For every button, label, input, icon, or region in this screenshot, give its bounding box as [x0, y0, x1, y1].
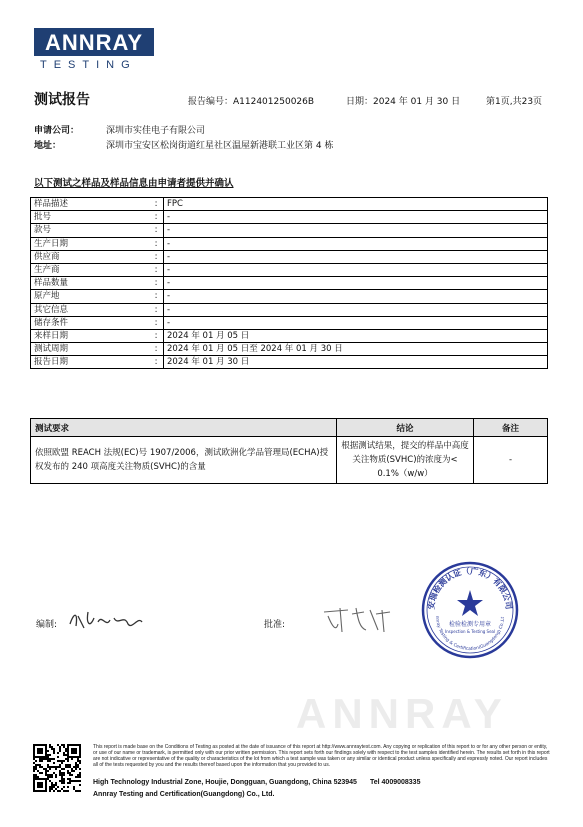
field-separator: : [149, 224, 164, 237]
table-row [31, 329, 548, 342]
sample-info-table [30, 197, 548, 369]
field-separator: : [149, 329, 164, 342]
field-separator: : [149, 316, 164, 329]
footer-company: Annray Testing and Certification(Guangdong) Co., Ltd. [93, 791, 275, 798]
field-value: FPC [164, 198, 548, 211]
svg-text:检验检测专用章: 检验检测专用章 [448, 621, 492, 628]
field-value: 2024 年 01 月 30 日 [164, 356, 548, 369]
field-separator: : [149, 250, 164, 263]
field-separator: : [149, 343, 164, 356]
brand-logo-subtitle: TESTING [40, 59, 137, 71]
page-indicator: 第1页,共23页 [486, 97, 543, 107]
report-title: 测试报告 [34, 92, 90, 108]
header-conclusion: 结论 [337, 419, 474, 437]
table-row [31, 224, 548, 237]
field-separator: : [149, 356, 164, 369]
svg-text:Annray Testing & Certification: nnray Testing & Certification(Guangdong) Co.,Lt [433, 615, 506, 653]
field-value: - [164, 263, 548, 276]
field-label: 其它信息 [31, 303, 150, 316]
field-label: 供应商 [31, 250, 150, 263]
field-label: 样品数量 [31, 277, 150, 290]
field-value: - [164, 224, 548, 237]
table-row [31, 290, 548, 303]
table-row [31, 343, 548, 356]
conclusion-text: 根据测试结果，提交的样品中高度关注物质(SVHC)的浓度为< 0.1%（w/w） [337, 437, 474, 484]
field-label: 原产地 [31, 290, 150, 303]
qr-code [33, 744, 81, 792]
company-seal [420, 560, 520, 660]
table-row [31, 303, 548, 316]
field-label: 款号 [31, 224, 150, 237]
report-number: 报告编号：A112401250026B [188, 97, 315, 107]
report-date: 日期：2024 年 01 月 30 日 [346, 97, 461, 107]
requirement-text: 依照欧盟 REACH 法规(EC)号 1907/2006，测试欧洲化学品管理局(ECHA)授权发布的 240 项高度关注物质(SVHC)的含量 [31, 437, 337, 484]
field-value: 2024 年 01 月 05 日至 2024 年 01 月 30 日 [164, 343, 548, 356]
field-value: - [164, 237, 548, 250]
field-label: 生产日期 [31, 237, 150, 250]
field-value: - [164, 316, 548, 329]
remark-text: - [474, 437, 548, 484]
table-row [31, 198, 548, 211]
field-separator: : [149, 198, 164, 211]
field-label: 报告日期 [31, 356, 150, 369]
table-header-row [31, 419, 548, 437]
field-separator: : [149, 277, 164, 290]
field-separator: : [149, 237, 164, 250]
table-row [31, 437, 548, 484]
field-label: 生产商 [31, 263, 150, 276]
sample-section-title: 以下测试之样品及样品信息由申请者提供并确认 [34, 178, 234, 189]
header-remark: 备注 [474, 419, 548, 437]
field-label: 样品描述 [31, 198, 150, 211]
field-value: - [164, 250, 548, 263]
brand-logo: ANNRAY [34, 28, 154, 56]
table-row [31, 316, 548, 329]
table-row [31, 263, 548, 276]
table-row [31, 250, 548, 263]
svg-text:安瑞检测认证（广东）有限公司: 安瑞检测认证（广东）有限公司 [426, 566, 514, 610]
field-separator: : [149, 303, 164, 316]
watermark: ANNRAY [296, 690, 508, 737]
table-row [31, 211, 548, 224]
field-label: 来样日期 [31, 329, 150, 342]
field-separator: : [149, 263, 164, 276]
field-value: - [164, 303, 548, 316]
applicant-company-label: 申请公司： [34, 126, 80, 136]
applicant-address: 深圳市宝安区松岗街道红星社区温屋新港联工业区第 4 栋 [106, 141, 334, 151]
header-requirement: 测试要求 [31, 419, 337, 437]
field-label: 测试周期 [31, 343, 150, 356]
footer-address: High Technology Industrial Zone, Houjie, Dongguan, Guangdong, China 523945 [93, 779, 357, 786]
applicant-address-label: 地址： [34, 141, 62, 151]
field-value: - [164, 290, 548, 303]
table-row [31, 277, 548, 290]
svg-text:Inspection & Testing Seal: Inspection & Testing Seal [444, 629, 496, 634]
field-value: - [164, 211, 548, 224]
editor-label: 编制: [36, 620, 58, 630]
approver-label: 批准: [264, 620, 286, 630]
field-separator: : [149, 211, 164, 224]
approver-signature [318, 602, 400, 638]
field-separator: : [149, 290, 164, 303]
field-label: 批号 [31, 211, 150, 224]
editor-signature [66, 604, 146, 634]
test-requirement-table [30, 418, 548, 484]
table-row [31, 356, 548, 369]
field-value: - [164, 277, 548, 290]
footer-disclaimer: This report is made base on the Conditions of Testing as posted at the date of issuance of this report at http://www.annraytest.com. Any copying or replication of this report to or for any other person or entity, or use of our name or trademark, is permitted only with our prior written permission. This report sets forth our findings solely with respect to the test samples identified herein. The results set forth in this report are not indicative or representative of the quality or characteristics of the lot from which a test sample was taken or any similar or identical product unless specifically and expressly noted. Our report includes all of the tests requested by you and the results thereof based upon the information that you provided to us. [93, 744, 550, 768]
table-row [31, 237, 548, 250]
applicant-company: 深圳市实佳电子有限公司 [106, 126, 206, 136]
field-label: 储存条件 [31, 316, 150, 329]
footer-tel: Tel 4009008335 [370, 779, 421, 786]
field-value: 2024 年 01 月 05 日 [164, 329, 548, 342]
